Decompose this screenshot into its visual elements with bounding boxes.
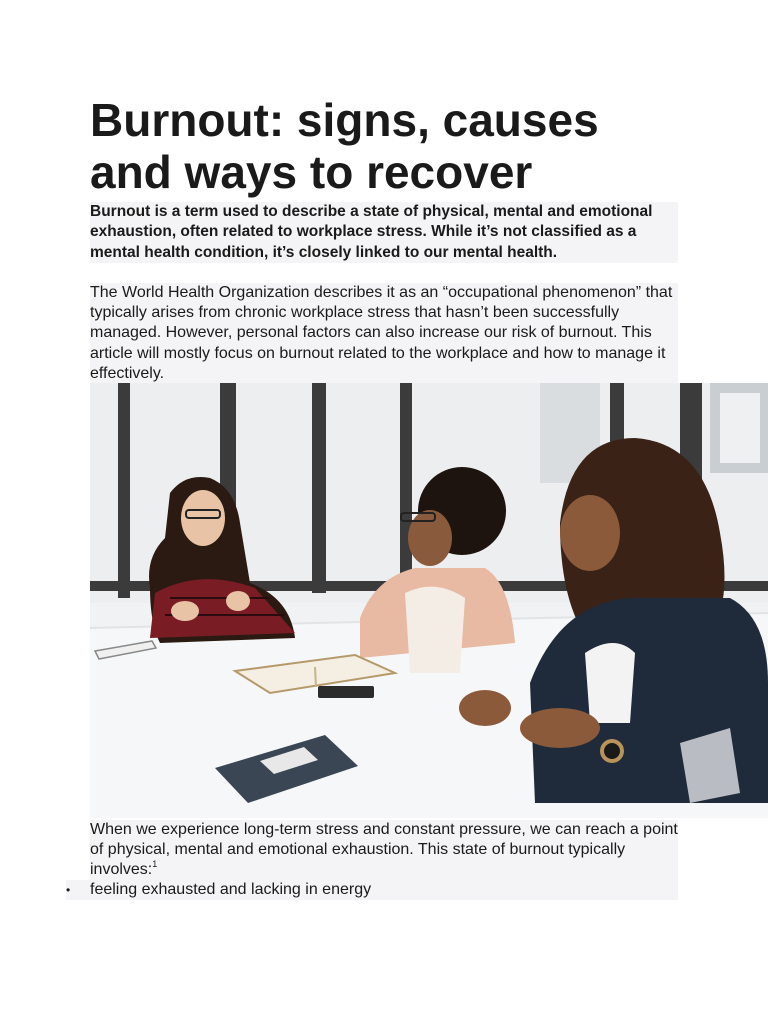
body-paragraph-2-text: When we experience long-term stress and constant pressure, we can reach a point of physical, mental and emotional exhaustion. This state of burnout typically involves: (90, 821, 678, 879)
list-item-text: feeling exhausted and lacking in energy (90, 881, 372, 898)
article-photo (90, 383, 768, 818)
list-item (66, 880, 678, 900)
bullet-marker: • (66, 883, 71, 897)
intro-paragraph: Burnout is a term used to describe a state of physical, mental and emotional exhaustion, often related to workplace stress. While it’s not classified as a mental health condition, it’s closely linked to our mental health. (90, 202, 678, 263)
body-paragraph-2 (90, 820, 678, 881)
article-title: Burnout: signs, causes and ways to recover (90, 94, 599, 198)
body-paragraph-1: The World Health Organization describes it as an “occupational phenomenon” that typically arises from chronic workplace stress that hasn’t been successfully managed. However, personal factors can also increase our risk of burnout. This article will mostly focus on burnout related to the workplace and how to manage it effectively. (90, 283, 678, 384)
footnote-reference: 1 (152, 859, 158, 870)
